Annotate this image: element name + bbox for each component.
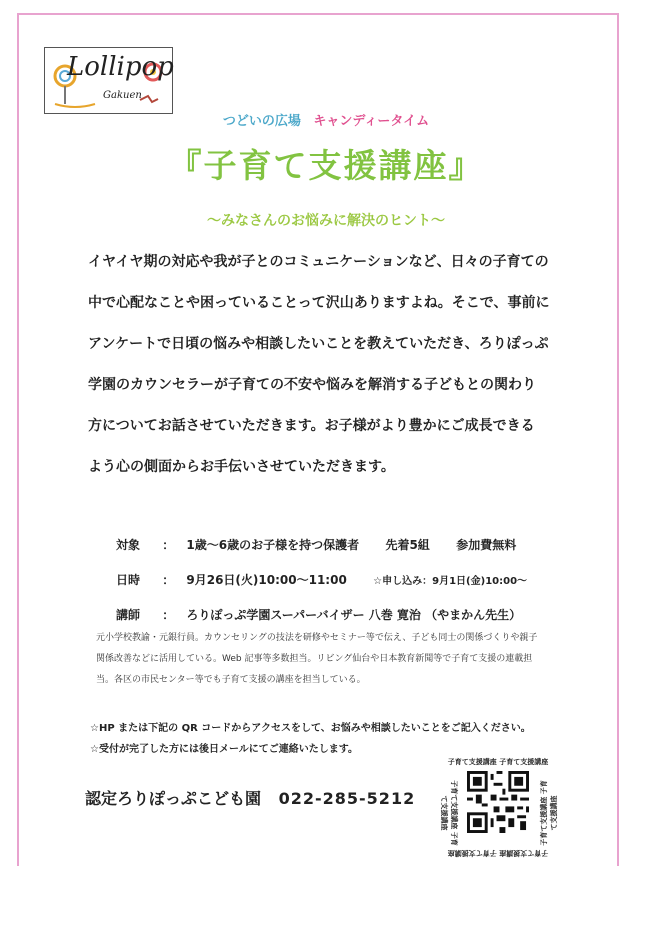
info-lecturer — [116, 606, 521, 623]
target-fee: 参加費無料 — [456, 538, 517, 552]
bio-line: 当。各区の市民センター等でも子育て支援の講座を担当している。 — [96, 675, 366, 685]
event-subtitle — [0, 110, 652, 129]
description-line: よう心の側面からお手伝いさせていただきます。 — [88, 459, 395, 475]
contact-info — [85, 786, 415, 809]
tagline: ～みなさんのお悩みに解決のヒント～ — [207, 213, 445, 229]
note-line: ☆受付が完了した方には後日メールにてご連絡いたします。 — [90, 744, 358, 755]
lecturer-colon: ： — [162, 608, 175, 622]
description-line: アンケートで日頃の悩みや相談したいことを教えていただき、ろりぽっぷ — [88, 336, 549, 352]
contact-phone[interactable]: 022-285-5212 — [278, 789, 416, 808]
description-line: 学園のカウンセラーが子育ての不安や悩みを解消する子どもとの関わり — [88, 377, 536, 393]
description-line: 方についてお話させていただきます。お子様がより豊かにご成長できる — [88, 418, 535, 434]
logo-sub-text: Gakuen — [103, 90, 142, 101]
qr-code-icon[interactable] — [467, 771, 529, 833]
date-value: 9月26日(火)10:00～11:00 — [186, 573, 347, 587]
subtitle-place: つどいの広場 — [222, 114, 301, 129]
page-title: 『子育て支援講座』 — [168, 146, 484, 185]
target-label: 対象 — [116, 538, 141, 552]
bio-line: 関係改善などに活用している。Web 記事等多数担当。リビング仙台や日本教育新聞等で子育て支援の連載担 — [96, 654, 533, 664]
date-label: 日時 — [116, 573, 141, 587]
qr-block[interactable] — [440, 757, 558, 857]
date-colon: ： — [162, 573, 175, 587]
target-capacity: 先着5組 — [385, 538, 430, 552]
description-line: 中で心配なことや困っていることって沢山ありますよね。そこで、事前に — [88, 295, 550, 311]
apply-date: ☆申し込み：9月1日(金)10:00～ — [373, 576, 528, 587]
lecturer-value: ろりぽっぷ学園スーパーバイザー 八巻 寛治 （やまかん先生） — [186, 608, 522, 622]
qr-frame-text-bottom: 子育て支援講座 子育て支援講座 — [447, 849, 549, 857]
notes — [90, 718, 531, 760]
logo-main-text: Lollipop — [67, 52, 174, 82]
subtitle-event: キャンディータイム — [313, 114, 430, 129]
info-date — [116, 571, 527, 588]
info-target — [116, 536, 516, 553]
target-colon: ： — [162, 538, 175, 552]
note-line: ☆HP または下記の QR コードからアクセスをして、お悩みや相談したいことをご記入ください。 — [90, 723, 531, 734]
qr-frame-text-left: 子育て支援講座 子育て支援講座 — [440, 780, 458, 846]
qr-frame-text-top: 子育て支援講座 子育て支援講座 — [447, 758, 549, 766]
qr-frame-text-right: 子育て支援講座 子育て支援講座 — [540, 780, 558, 846]
lecturer-bio — [96, 628, 566, 691]
target-value: 1歳～6歳のお子様を持つ保護者 — [186, 538, 360, 552]
bio-line: 元小学校教諭・元銀行員。カウンセリングの技法を研修やセミナー等で伝え、子ども同士の関係づくりや親子 — [96, 633, 538, 643]
description — [88, 242, 558, 488]
school-logo — [44, 47, 173, 114]
lecturer-label: 講師 — [116, 608, 141, 622]
contact-name: 認定ろりぽっぷこども園 — [85, 789, 262, 808]
description-line: イヤイヤ期の対応や我が子とのコミュニケーションなど、日々の子育ての — [88, 254, 549, 270]
